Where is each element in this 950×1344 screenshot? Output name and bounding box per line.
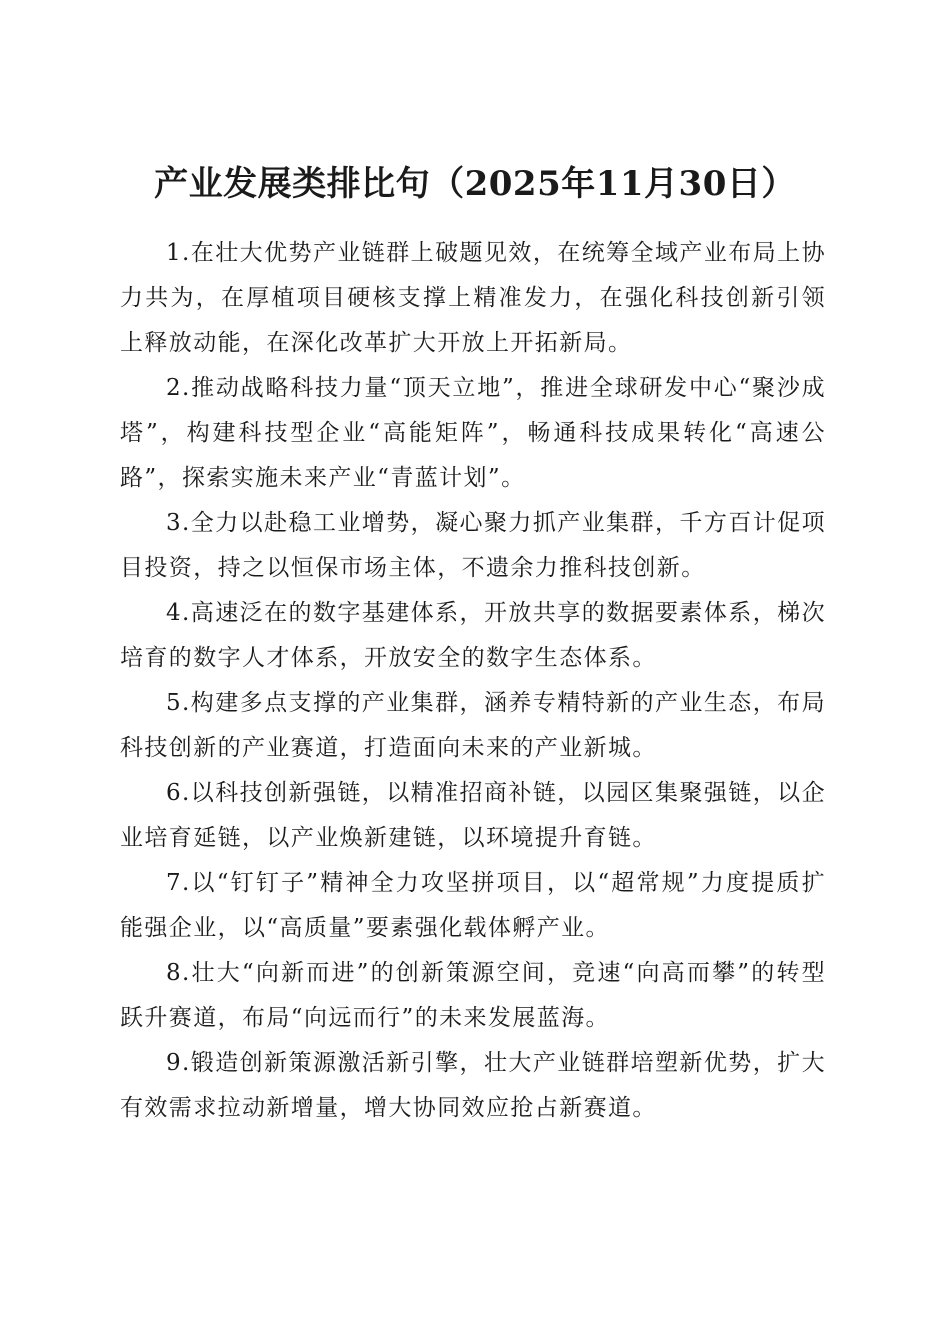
paragraph-9: 9.锻造创新策源激活新引擎，壮大产业链群培塑新优势，扩大有效需求拉动新增量，增大协同效应抢占新赛道。 xyxy=(120,1050,826,1121)
paragraph-3: 3.全力以赴稳工业增势，凝心聚力抓产业集群，千方百计促项目投资，持之以恒保市场主体，不遗余力推科技创新。 xyxy=(120,510,826,581)
paragraph-7: 7.以“钉钉子”精神全力攻坚拼项目，以“超常规”力度提质扩能强企业，以“高质量”要素强化载体孵产业。 xyxy=(120,870,826,941)
paragraph-6: 6.以科技创新强链，以精准招商补链，以园区集聚强链，以企业培育延链，以产业焕新建链，以环境提升育链。 xyxy=(120,780,826,851)
paragraph-8: 8.壮大“向新而进”的创新策源空间，竞速“向高而攀”的转型跃升赛道，布局“向远而行”的未来发展蓝海。 xyxy=(120,960,826,1031)
paragraph-2: 2.推动战略科技力量“顶天立地”，推进全球研发中心“聚沙成塔”，构建科技型企业“高能矩阵”，畅通科技成果转化“高速公路”，探索实施未来产业“青蓝计划”。 xyxy=(120,375,826,491)
paragraph-1: 1.在壮大优势产业链群上破题见效，在统筹全域产业布局上协力共为，在厚植项目硬核支撑上精准发力，在强化科技创新引领上释放动能，在深化改革扩大开放上开拓新局。 xyxy=(120,240,826,356)
paragraph-5: 5.构建多点支撑的产业集群，涵养专精特新的产业生态，布局科技创新的产业赛道，打造面向未来的产业新城。 xyxy=(120,690,826,761)
document-title: 产业发展类排比句（2025年11月30日） xyxy=(154,163,796,204)
document-body xyxy=(120,231,826,1131)
paragraph-4: 4.高速泛在的数字基建体系，开放共享的数据要素体系，梯次培育的数字人才体系，开放安全的数字生态体系。 xyxy=(120,600,826,671)
